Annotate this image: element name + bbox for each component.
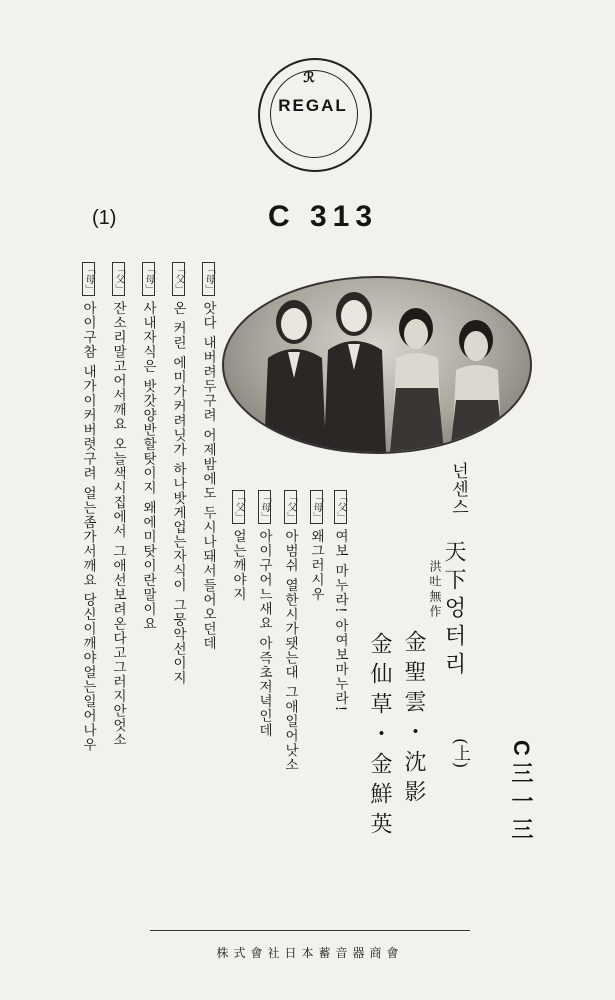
catalog-vertical: C三一三 xyxy=(509,740,534,846)
dialogue-text: 아이구참 내가이커버렷구려 얼는좀가서깨요 당신이깨야얼는일어나우 xyxy=(80,301,96,753)
author-credit: 洪吐無作 xyxy=(428,560,442,620)
genre-label: 넌센스 xyxy=(448,462,468,516)
dialogue-text: 왜그러시우 xyxy=(308,529,324,602)
cast-line-2: 金仙草・金鮮英 xyxy=(367,632,392,842)
dialogue-text: 앗다 내버려두구려 어제밤에도 두시나돼서들어오던데 xyxy=(200,301,216,651)
dialogue-text: 얼는깨야지 xyxy=(230,529,246,602)
speaker-label: 「父」 xyxy=(173,264,184,294)
dialogue-text: 온 커린 에미가커려닛가 하나밧게업는자식이 그뭉악선이지 xyxy=(170,301,186,685)
dialogue-left-5 xyxy=(78,262,98,752)
speaker-label: 「父」 xyxy=(285,492,296,522)
dialogue-left-3 xyxy=(138,262,158,631)
speaker-label: 「父」 xyxy=(335,492,346,522)
speaker-label: 「母」 xyxy=(259,492,270,522)
dialogue-text: 잔소리말고어서깨요 오늘색시집에서 그애선보려온다고그러지안엇소 xyxy=(110,301,126,747)
catalog-number: C 313 xyxy=(267,200,379,233)
footer-divider xyxy=(150,930,470,931)
speaker-label: 「母」 xyxy=(83,264,94,294)
speaker-label: 「母」 xyxy=(203,264,214,294)
dialogue-left-1 xyxy=(198,262,218,651)
dialogue-left-2 xyxy=(168,262,188,685)
dialogue-right-3 xyxy=(280,490,300,772)
side-marker: (1) xyxy=(92,207,117,229)
dialogue-right-5 xyxy=(228,490,248,602)
dialogue-text: 아범쉬 열한시가됏는대 그애일어낫소 xyxy=(282,529,298,772)
regal-logo-mark: ℛ xyxy=(303,70,315,86)
publisher-footer: 株式會社日本蓄音器商會 xyxy=(216,946,404,960)
speaker-label: 「母」 xyxy=(311,492,322,522)
cast-photo xyxy=(222,276,532,454)
cast-line-1: 金聖雲・沈影 xyxy=(401,630,426,810)
dialogue-right-4 xyxy=(254,490,274,738)
speaker-label: 「父」 xyxy=(233,492,244,522)
dialogue-left-4 xyxy=(108,262,128,747)
dialogue-right-2 xyxy=(306,490,326,602)
dialogue-text: 사내자식은 밧갓양반할탓이지 왜에미탓이란말이요 xyxy=(140,301,156,631)
record-title: 天下엉터리 xyxy=(441,540,466,680)
speaker-label: 「母」 xyxy=(143,264,154,294)
regal-logo-text: REGAL xyxy=(278,96,348,115)
cast-photo-figures xyxy=(224,278,530,452)
title-part: (上) xyxy=(450,738,470,769)
dialogue-right-1 xyxy=(330,490,350,712)
dialogue-text: 여보 마누라! 아여보마누라! xyxy=(332,529,348,713)
speaker-label: 「父」 xyxy=(113,264,124,294)
dialogue-text: 아이구어느새요 아즉초저녁인데 xyxy=(256,529,272,738)
